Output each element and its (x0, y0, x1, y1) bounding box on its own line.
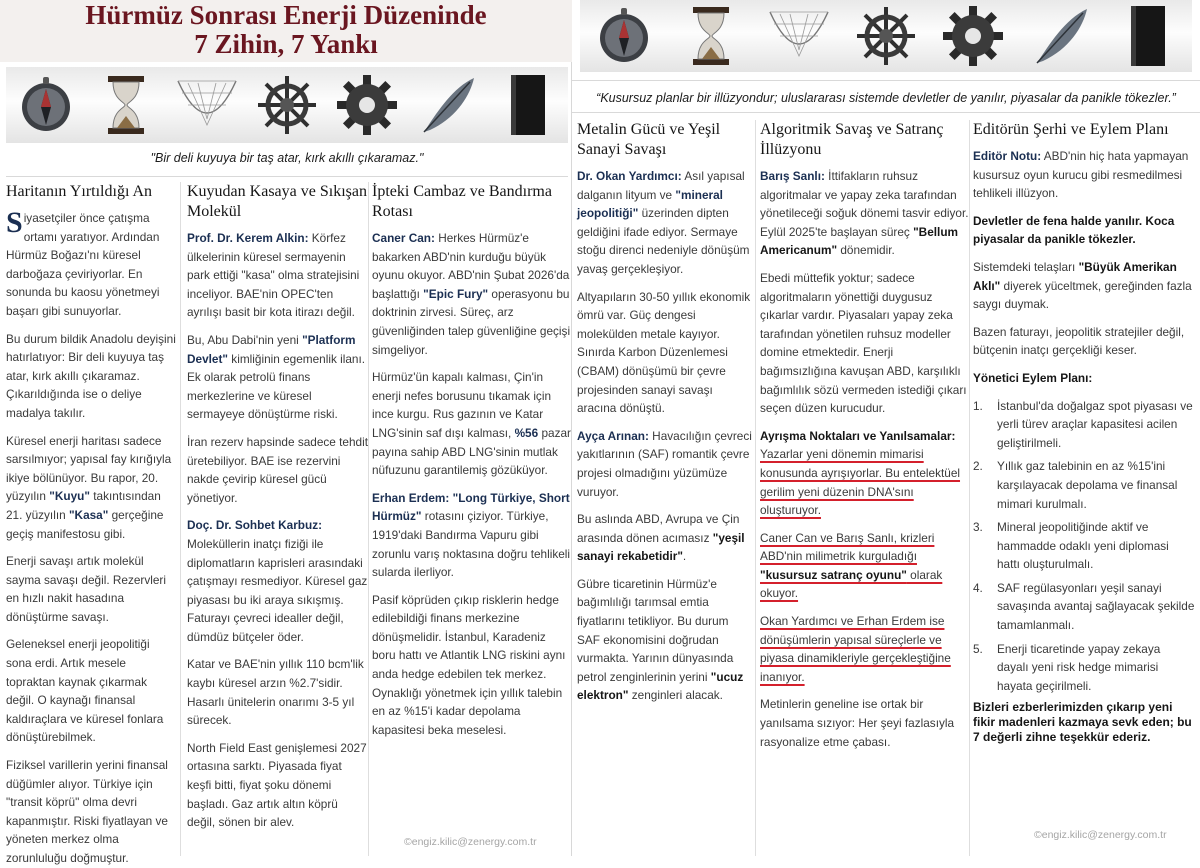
paragraph: Katar ve BAE'nin yıllık 110 bcm'lik kaybı küresel arzın %2.7'sidir. Hasarlı ünitelerin onarımı 3-5 yıl sürecek. (187, 657, 364, 728)
paragraph (187, 331, 368, 424)
title-line-1: Hürmüz Sonrası Enerji Düzeninde (85, 0, 487, 30)
text: Bu aslında ABD, Avrupa ve Çin arasında dönen acımasız (577, 512, 740, 545)
text: Moleküllerin inatçı fiziği ile diplomatların kaprisleri arasındaki çatışmayı resmediyor. Küresel gaz piyasası bu iki araya sıkışmış. Faturayı çevreci idealler değil, dümdüz bütçeler öder. (187, 536, 368, 644)
author-name: Prof. Dr. Kerem Alkin: (187, 231, 309, 245)
paragraph (372, 368, 572, 480)
text: pazar payına sahip ABD LNG'sinin mutlak nüfuzunu garantilemiş gözüküyor. (372, 425, 571, 478)
credit-text: ©engiz.kilic@zenergy.com.tr (404, 836, 537, 848)
text: dönemidir. (837, 243, 895, 258)
text: İttifakların ruhsuz algoritmalar ve yapay zeka tarafından yönetileceği soğuk dönemi tasvir ediyor. Eylül 2025'te başlayan süreç (760, 169, 969, 239)
text: Caner Can ve Barış Sanlı, krizleri ABD'nin milimetrik kurguladığı (760, 530, 935, 564)
black-box-icon (1117, 5, 1179, 67)
author-name: Erhan Erdem: (372, 490, 450, 505)
text: Herkes Hürmüz'e bakarken ABD'nin kurduğu büyük oyunu okuyor. ABD'nin Şubat 2026'da başlattığı (372, 231, 570, 301)
text: kimliğinin egemenlik ilanı. Ek olarak petrolü finans merkezlerine ve küresel sermayeye dönüştürme riski. (187, 351, 366, 422)
item-text: Mineral jeopolitiğinde aktif ve hammadde odaklı yeni diplomasi hattı oluşturulmalı. (997, 520, 1169, 572)
section-label: Ayrışma Noktaları ve Yanılsamalar: (760, 428, 956, 443)
highlight: "Kuyu" (49, 489, 90, 504)
paragraph: Ebedi müttefik yoktur; sadece algoritmaların yönettiği duygusuz çıkarlar vardır. Piyasaları yapay zeka tarafından yönetilen ruhsuz modeller domine etmektedir. Enerji bağımsızlığına kavuşan ABD, karşılıklı bağımlılık sözü vermeden istediği çıkarı seçen düzen kurucudur. (760, 270, 967, 416)
article-column-4 (577, 120, 753, 856)
text: gerçeğine geçiş manifestosu gibi. (6, 507, 164, 541)
paragraph: Bazen faturayı, jeopolitik stratejiler değil, bütçenin inatçı gerçekliği keser. (973, 324, 1185, 358)
hourglass-icon (95, 74, 157, 136)
highlight: "Kasa" (68, 507, 109, 522)
paragraph (577, 575, 753, 705)
paragraph (973, 258, 1195, 314)
paragraph: İran rezerv hapsinde sadece tehdit üretebiliyor. BAE ise rezervini nakde çevirip küresel gücü yönetiyor. (187, 434, 368, 505)
paragraph (760, 427, 969, 520)
closing-text: Bizleri ezberlerimizden çıkarıp yeni fikir madenleri kazmaya sevk eden; bu 7 değerli zihne teşekkür ederiz. (973, 700, 1192, 745)
paragraph (187, 516, 368, 646)
paragraph: Altyapıların 30-50 yıllık ekonomik ömrü var. Güç dengesi molekülden metale kayıyor. Sınırda Karbon Düzenlemesi (CBAM) dönüşümü bir çevre projesinden sanayi savaşı aracına dönüştü. (577, 289, 751, 416)
paragraph: Metinlerin geneline ise ortak bir yanılsama sızıyor: Her şeyi fazlasıyla rasyonalize etme çabası. (760, 697, 955, 749)
column-heading: Haritanın Yırtıldığı An (6, 183, 153, 200)
item-number: 5. (973, 641, 983, 656)
action-plan-item (973, 397, 1195, 453)
title-line-2: 7 Zihin, 7 Yankı (194, 29, 378, 59)
item-number: 1. (973, 398, 983, 413)
text: rotasını çiziyor. Türkiye, 1919'daki Bandırma Vapuru gibi zorunlu varış noktasına doğru tehlikeli sularda ilerliyor. (372, 509, 571, 580)
item-number: 3. (973, 520, 983, 535)
compass-icon (593, 5, 655, 67)
editor-note-label: Editör Notu: (973, 149, 1042, 163)
paragraph: Geleneksel enerji jeopolitiği sona erdi. Artık mesele topraktan kaynak çıkarmak değil. O kaynağı finansal kaldıraçlara ve küresel fonlara dönüştürebilmek. (6, 637, 164, 745)
highlight: "Büyük Amerikan Aklı" (973, 259, 1177, 293)
text: diyerek yüceltmek, gereğinden fazla saygı duymak. (973, 278, 1192, 312)
article-column-5 (755, 120, 969, 856)
highlight: "yeşil sanayi rekabetidir" (577, 530, 745, 564)
paragraph: Pasif köprüden çıkıp risklerin hedge edilebildiği finans merkezine dönüşmelidir. İstanbul, Karadeniz boru hattı ve Atlantik LNG riskini aynı anda hedge edebilen tek merkez. Oynaklığı yönetmek için yıllık talebin en az %15'i kadar depolama kapasitesi beka meselesi. (372, 592, 566, 737)
drop-cap: S (6, 206, 23, 239)
paragraph: Bu durum bildik Anadolu deyişini hatırlatıyor: Bir deli kuyuya taş atar, kırk akıllı çıkaramaz. Çıkarıldığında ise o deliye madalya takılır. (6, 331, 176, 420)
paragraph: Enerji savaşı artık molekül sayma savaşı değil. Rezervleri en hızlı nakit hasadına dönüştürme savaşı. (6, 554, 166, 624)
article-column-2 (180, 182, 368, 856)
quote-right: “Kusursuz planlar bir illüzyondur; uluslararası sistemde devletler de yanılır, piyasalar da panikle tökezler.” (596, 91, 1176, 105)
hourglass-icon (680, 5, 742, 67)
net-icon (176, 74, 238, 136)
column-heading: Metalin Gücü ve Yeşil Sanayi Savaşı (577, 121, 721, 158)
net-icon (768, 5, 830, 67)
paragraph (372, 229, 572, 359)
highlight: "Bellum Americanum" (760, 224, 959, 258)
text: takıntısından 21. yüzyılın (6, 489, 161, 522)
column-heading: Kuyudan Kasaya ve Sıkışan Molekül (187, 183, 367, 220)
paragraph (6, 206, 178, 321)
author-name: Barış Sanlı: (760, 169, 825, 183)
text: Asıl yapısal dalganın lityum ve (577, 169, 745, 202)
paragraph: North Field East genişlemesi 2027 ortasına sarktı. Piyasada fiyat keşfi bitti, fiyat şoku dönemi başladı. Gaz artık altın köprü değil, sönen bir alev. (187, 740, 367, 830)
action-plan-title: Yönetici Eylem Planı: (973, 370, 1093, 385)
paragraph (6, 432, 178, 544)
item-text: İstanbul'da doğalgaz spot piyasası ve yerli türev araçlar kapasitesi acilen geliştirilmeli. (997, 398, 1193, 450)
highlight: "kusursuz satranç oyunu" (760, 567, 907, 582)
underlined-text: Yazarlar yeni dönemin mimarisi konusunda ayrışıyorlar. Bu entelektüel gerilim yeni düzenin DNA'sını oluşturuyor. (760, 447, 961, 518)
icon-band-right (580, 0, 1192, 72)
black-box-icon (497, 74, 559, 136)
divider (6, 176, 568, 177)
article-column-1 (6, 182, 178, 865)
text: Körfez ülkelerinin küresel sermayenin park ettiği "kasa" olma stratejisini inceliyor. BAE'nin OPEC'ten ayrılışı basit bir kota itirazı değil. (187, 231, 360, 320)
text: Bu, Abu Dabi'nin yeni (187, 332, 303, 347)
gear-icon (942, 5, 1004, 67)
emphasis-paragraph: Devletler de fena halde yanılır. Koca piyasalar da panikle tökezler. (973, 213, 1175, 247)
highlight: %56 (514, 425, 539, 440)
text: Hürmüz'ün kapalı kalması, Çin'in enerji nefes borusunu tıkamak için ince kurgu. Rus gazının ve Katar LNG'sinin saf dışı kalması, (372, 370, 552, 440)
article-column-6 (969, 120, 1195, 856)
text: . (682, 549, 687, 564)
text: üzerinden dipten geldiğini ifade ediyor. Sermaye stoğu direnci nedeniyle dönüşüm yavaş gerçekleşiyor. (577, 206, 750, 276)
gear-icon (336, 74, 398, 136)
left-page (0, 0, 572, 865)
paragraph (760, 529, 969, 603)
action-plan-item (973, 579, 1195, 635)
text: ABD'nin hiç hata yapmayan kusursuz oyun kurucu gibi resmedilmesi tehlikeli illüzyon. (973, 149, 1189, 201)
paragraph (577, 510, 753, 566)
item-text: Enerji ticaretinde yapay zekaya dayalı yeni risk hedge mimarisi hayata geçirilmeli. (997, 641, 1161, 693)
author-name: Doç. Dr. Sohbet Karbuz: (187, 518, 323, 533)
credit-text: ©engiz.kilic@zenergy.com.tr (1034, 829, 1167, 841)
action-plan-item (973, 457, 1195, 513)
paragraph (372, 489, 572, 582)
item-text: SAF regülasyonları yeşil sanayi savaşında avantaj sağlayacak şekilde tamamlanmalı. (997, 580, 1195, 633)
highlight: "mineral jeopolitiği" (577, 187, 723, 221)
paragraph (577, 427, 753, 501)
action-plan-list (973, 397, 1195, 696)
page-title (0, 0, 572, 62)
ship-wheel-icon (256, 74, 318, 136)
text: Sistemdeki telaşları (973, 259, 1079, 274)
action-plan-item (973, 640, 1195, 696)
column-heading: Editörün Şerhi ve Eylem Planı (973, 121, 1169, 138)
paragraph: Fiziksel varillerin yerini finansal düğümler alıyor. Türkiye için "transit köprü" olma devri kapanmıştır. Riski fiyatlayan ve yöneten merkez olma zorunluluğu doğmuştur. (6, 758, 168, 865)
feather-icon (1030, 5, 1092, 67)
divider (572, 80, 1200, 81)
paragraph (760, 167, 969, 260)
divider (572, 112, 1200, 113)
compass-icon (15, 74, 77, 136)
text: iyasetçiler önce çatışma ortamı yaratıyor. Ardından Hürmüz Boğazı'nı küresel darboğaza çeviriyorlar. En sonunda bu kaosu yönetmeyi başarı gibi sunuyorlar. (6, 211, 160, 318)
text: zenginleri alacak. (628, 688, 723, 703)
highlight: "Long Türkiye, Short Hürmüz" (372, 490, 570, 524)
paragraph (973, 147, 1195, 203)
text: Havacılığın çevreci yakıtlarının (SAF) romantik çevre projesi olmadığını yüzümüze vuruyor. (577, 428, 752, 499)
article-column-3 (368, 182, 572, 856)
author-name: Dr. Okan Yardımcı: (577, 169, 682, 183)
text: Küresel enerji haritası sadece sarsılmıyor; yapısal fay kırığıyla ikiye bölünüyor. Bu rapor, 20. yüzyılın (6, 433, 172, 504)
text: operasyonu bu doktrinin zirvesi. Süreç, arz güvenliğinden talep güvenliğine geçişi simgeliyor. (372, 286, 571, 357)
right-page (572, 0, 1200, 856)
icon-band-left (6, 67, 568, 143)
author-name: Caner Can: (372, 231, 435, 245)
feather-icon (417, 74, 479, 136)
author-name: Ayça Arınan: (577, 428, 649, 443)
item-number: 4. (973, 580, 983, 595)
ship-wheel-icon (855, 5, 917, 67)
item-number: 2. (973, 459, 983, 474)
quote-left: "Bir deli kuyuya bir taş atar, kırk akıllı çıkaramaz." (150, 151, 424, 165)
action-plan-item (973, 518, 1195, 574)
paragraph: Okan Yardımcı ve Erhan Erdem ise dönüşümlerin yapısal süreçlerle ve piyasa dinamikleriyle gerçekleştiğine inanıyor. (760, 614, 951, 684)
paragraph (187, 229, 368, 322)
item-text: Yıllık gaz talebinin en az %15'ini karşılayacak depolama ve finansal mimari kurulmalı. (997, 459, 1178, 511)
text: Gübre ticaretinin Hürmüz'e bağımlılığı tarımsal emtia fiyatlarını tetikliyor. Bu durum SAF ekonomisini doğrudan vurmakta. Yarının dünyasında petrol zenginlerinin yerini (577, 576, 734, 684)
highlight: "ucuz elektron" (577, 669, 744, 703)
text: olarak okuyor. (760, 567, 943, 601)
column-heading: İpteki Cambaz ve Bandırma Rotası (372, 183, 552, 220)
paragraph (577, 167, 753, 279)
highlight: "Epic Fury" (423, 286, 489, 301)
highlight: "Platform Devlet" (187, 332, 356, 366)
column-heading: Algoritmik Savaş ve Satranç İllüzyonu (760, 121, 944, 158)
